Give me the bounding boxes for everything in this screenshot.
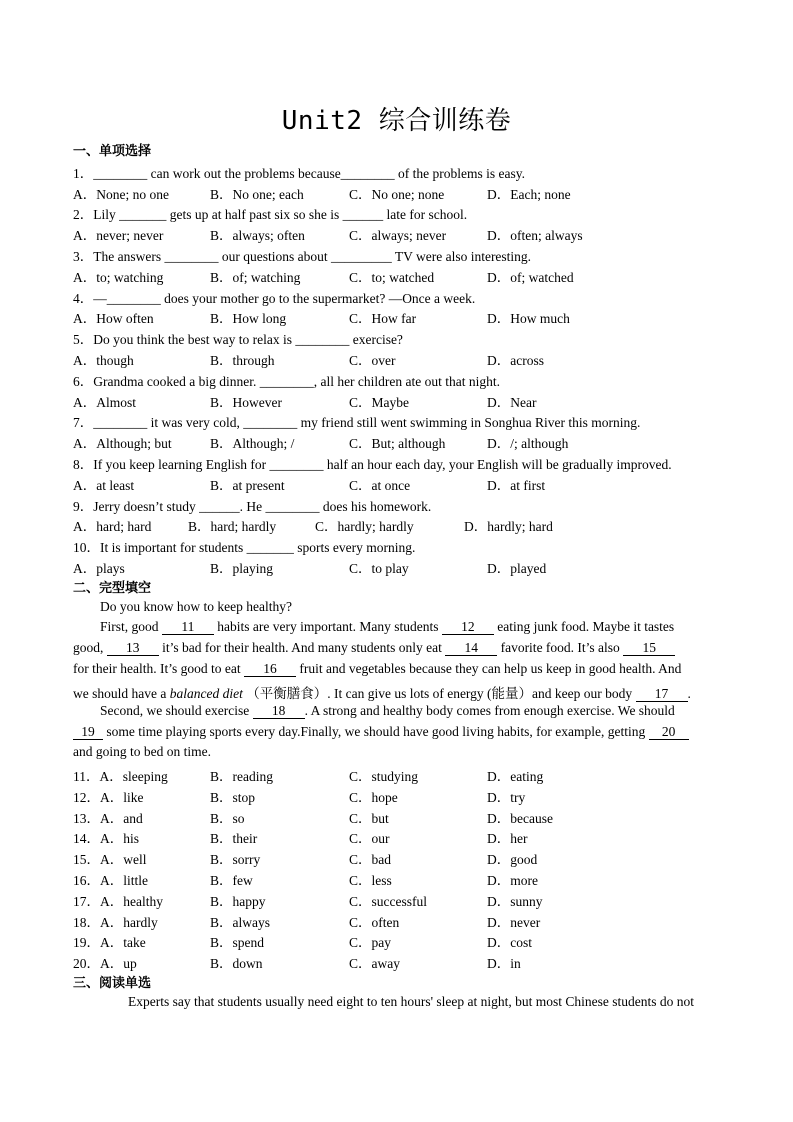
cloze-text: First, good xyxy=(100,619,159,634)
option-a: A．How often xyxy=(73,311,154,326)
option-d: D．of; watched xyxy=(487,270,574,285)
option-a: 19．A．take xyxy=(73,935,146,950)
option-b: B．stop xyxy=(210,790,256,805)
option-b: B．How long xyxy=(210,311,287,326)
question-stem: 7．________ it was very cold, ________ my friend still went swimming in Songhua River this morning. xyxy=(73,415,641,430)
option-a: 17．A．healthy xyxy=(73,894,163,909)
cloze-line xyxy=(73,682,691,702)
option-a: A．Although; but xyxy=(73,436,172,451)
option-c: C．often xyxy=(349,915,400,930)
question-stem: 3．The answers ________ our questions about _________ TV were also interesting. xyxy=(73,249,532,264)
option-c: C．pay xyxy=(349,935,391,950)
cloze-line xyxy=(73,640,675,656)
cloze-text: （平衡膳食）. It can give us lots of energy (能量）and keep our body xyxy=(246,686,633,701)
option-b: B．hard; hardly xyxy=(188,519,277,534)
section-heading-single-choice: 一、单项选择 xyxy=(73,144,152,159)
cloze-line xyxy=(73,661,681,677)
option-b: B．so xyxy=(210,811,245,826)
option-a: A．plays xyxy=(73,561,125,576)
cloze-line xyxy=(73,724,689,740)
option-row xyxy=(73,266,733,286)
question-stem: 10．It is important for students _______ sports every morning. xyxy=(73,540,416,555)
option-c: C．always; never xyxy=(349,228,447,243)
option-c: C．hope xyxy=(349,790,398,805)
cloze-text: . xyxy=(687,686,691,701)
option-a: A．Almost xyxy=(73,395,137,410)
option-d: D．How much xyxy=(487,311,570,326)
option-d: D．sunny xyxy=(487,894,543,909)
cloze-option-row xyxy=(73,931,733,951)
cloze-option-row xyxy=(73,890,733,910)
cloze-blank-17: 17 xyxy=(636,686,688,702)
option-a: A．never; never xyxy=(73,228,164,243)
question-stem: 4．—________ does your mother go to the supermarket? —Once a week. xyxy=(73,291,476,306)
cloze-blank-13: 13 xyxy=(107,640,159,656)
reading-paragraph-line: Experts say that students usually need eight to ten hours' sleep at night, but most Chinese students do not xyxy=(128,994,694,1009)
question-stem: 6．Grandma cooked a big dinner. ________, all her children ate out that night. xyxy=(73,374,501,389)
option-d: D．try xyxy=(487,790,526,805)
option-row xyxy=(73,515,733,535)
cloze-text: good, xyxy=(73,640,104,655)
option-d: D．Each; none xyxy=(487,187,571,202)
cloze-blank-14: 14 xyxy=(445,640,497,656)
question-stem: 1．________ can work out the problems because________ of the problems is easy. xyxy=(73,166,526,181)
option-c: C．to; watched xyxy=(349,270,435,285)
option-b: B．playing xyxy=(210,561,273,576)
option-a: 20．A．up xyxy=(73,956,137,971)
option-d: D．cost xyxy=(487,935,532,950)
cloze-line xyxy=(100,703,675,719)
page-title: Unit2 综合训练卷 xyxy=(281,106,512,136)
option-c: C．over xyxy=(349,353,396,368)
option-b: B．always; often xyxy=(210,228,305,243)
option-c: C．How far xyxy=(349,311,417,326)
option-a: A．at least xyxy=(73,478,135,493)
cloze-blank-11: 11 xyxy=(162,619,214,635)
option-c: C．studying xyxy=(349,769,419,784)
option-c: C．away xyxy=(349,956,400,971)
option-d: D．/; although xyxy=(487,436,569,451)
option-row xyxy=(73,557,733,577)
cloze-text: it’s bad for their health. And many students only eat xyxy=(162,640,442,655)
option-c: C．but xyxy=(349,811,389,826)
option-c: C．bad xyxy=(349,852,391,867)
option-a: 13．A．and xyxy=(73,811,143,826)
option-c: C．hardly; hardly xyxy=(315,519,414,534)
option-d: D．across xyxy=(487,353,544,368)
cloze-blank-12: 12 xyxy=(442,619,494,635)
cloze-text: we should have a xyxy=(73,686,167,701)
cloze-text: eating junk food. Maybe it tastes xyxy=(497,619,675,634)
option-b: B．happy xyxy=(210,894,266,909)
option-a: A．hard; hard xyxy=(73,519,152,534)
option-c: C．successful xyxy=(349,894,427,909)
cloze-text: habits are very important. Many students xyxy=(217,619,439,634)
cloze-blank-19: 19 xyxy=(73,724,103,740)
option-b: B．at present xyxy=(210,478,285,493)
cloze-option-row xyxy=(73,911,733,931)
option-c: C．But; although xyxy=(349,436,446,451)
option-d: D．more xyxy=(487,873,538,888)
option-b: B．few xyxy=(210,873,253,888)
option-d: D．eating xyxy=(487,769,544,784)
option-a: A．None; no one xyxy=(73,187,169,202)
option-b: B．always xyxy=(210,915,270,930)
option-row xyxy=(73,224,733,244)
option-b: B．down xyxy=(210,956,263,971)
option-a: 12．A．like xyxy=(73,790,144,805)
option-b: B．spend xyxy=(210,935,264,950)
cloze-blank-20: 20 xyxy=(649,724,689,740)
option-c: C．less xyxy=(349,873,392,888)
option-c: C．No one; none xyxy=(349,187,445,202)
option-b: B．reading xyxy=(210,769,273,784)
option-a: 16．A．little xyxy=(73,873,148,888)
option-d: D．her xyxy=(487,831,528,846)
option-d: D．because xyxy=(487,811,553,826)
cloze-blank-15: 15 xyxy=(623,640,675,656)
cloze-text: some time playing sports every day.Finally, we should have good living habits, for example, getting xyxy=(106,724,646,739)
option-a: 15．A．well xyxy=(73,852,147,867)
option-a: 14．A．his xyxy=(73,831,140,846)
option-a: 18．A．hardly xyxy=(73,915,158,930)
option-c: C．to play xyxy=(349,561,409,576)
option-row xyxy=(73,474,733,494)
cloze-text: for their health. It’s good to eat xyxy=(73,661,241,676)
cloze-text: fruit and vegetables because they can help us keep in good health. And xyxy=(299,661,682,676)
cloze-italic-text: balanced diet xyxy=(169,686,243,701)
cloze-blank-16: 16 xyxy=(244,661,296,677)
option-d: D．good xyxy=(487,852,538,867)
option-b: B．However xyxy=(210,395,282,410)
option-b: B．sorry xyxy=(210,852,261,867)
option-d: D．hardly; hard xyxy=(464,519,553,534)
section-heading-reading: 三、阅读单选 xyxy=(73,976,152,991)
option-d: D．played xyxy=(487,561,547,576)
option-a: 11．A．sleeping xyxy=(73,769,168,784)
option-row xyxy=(73,307,733,327)
cloze-text: favorite food. It’s also xyxy=(500,640,620,655)
cloze-option-row xyxy=(73,765,733,785)
option-row xyxy=(73,183,733,203)
option-d: D．Near xyxy=(487,395,537,410)
option-b: B．through xyxy=(210,353,275,368)
option-a: A．though xyxy=(73,353,134,368)
option-b: B．Although; / xyxy=(210,436,295,451)
option-b: B．No one; each xyxy=(210,187,304,202)
option-d: D．at first xyxy=(487,478,546,493)
option-row xyxy=(73,391,733,411)
cloze-line: Do you know how to keep healthy? xyxy=(100,599,292,614)
question-stem: 9．Jerry doesn’t study ______. He ________ does his homework. xyxy=(73,499,432,514)
cloze-option-row xyxy=(73,786,733,806)
cloze-text: Second, we should exercise xyxy=(100,703,250,718)
option-b: B．their xyxy=(210,831,258,846)
option-c: C．at once xyxy=(349,478,411,493)
cloze-line: and going to bed on time. xyxy=(73,744,211,759)
cloze-option-row xyxy=(73,869,733,889)
option-b: B．of; watching xyxy=(210,270,301,285)
option-row xyxy=(73,349,733,369)
option-c: C．Maybe xyxy=(349,395,409,410)
option-d: D．in xyxy=(487,956,521,971)
option-row xyxy=(73,432,733,452)
cloze-option-row xyxy=(73,807,733,827)
option-c: C．our xyxy=(349,831,390,846)
option-d: D．often; always xyxy=(487,228,583,243)
option-d: D．never xyxy=(487,915,541,930)
question-stem: 5．Do you think the best way to relax is ________ exercise? xyxy=(73,332,403,347)
cloze-option-row xyxy=(73,952,733,972)
question-stem: 2．Lily _______ gets up at half past six so she is ______ late for school. xyxy=(73,207,468,222)
cloze-line xyxy=(100,619,674,635)
option-a: A．to; watching xyxy=(73,270,164,285)
cloze-blank-18: 18 xyxy=(253,703,305,719)
cloze-option-row xyxy=(73,848,733,868)
cloze-text: . A strong and healthy body comes from enough exercise. We should xyxy=(304,703,675,718)
section-heading-cloze: 二、完型填空 xyxy=(73,581,152,596)
question-stem: 8．If you keep learning English for ________ half an hour each day, your English will be gradually improved. xyxy=(73,457,672,472)
cloze-option-row xyxy=(73,827,733,847)
